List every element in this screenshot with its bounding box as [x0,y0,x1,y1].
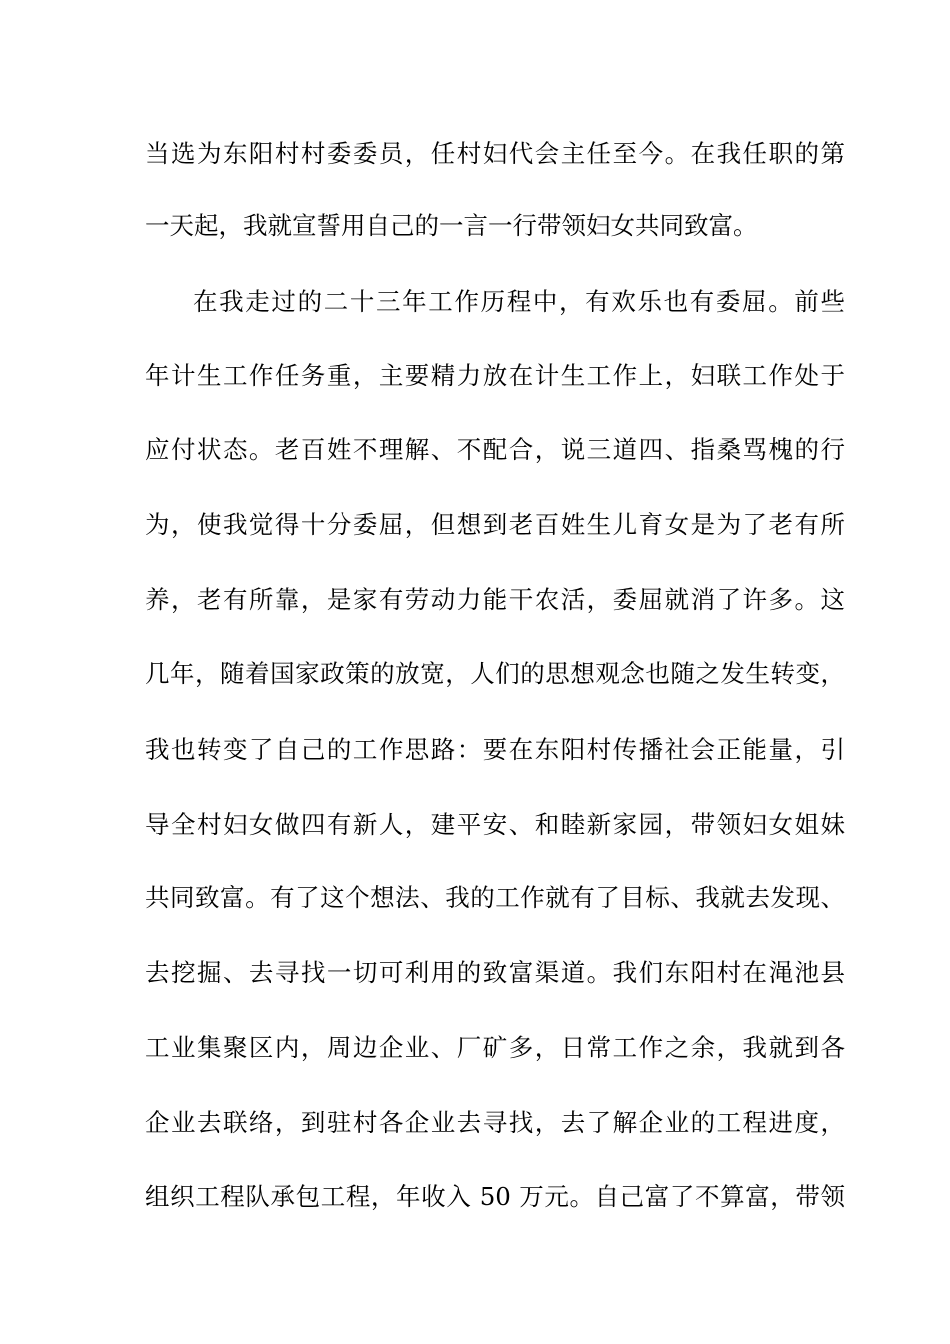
text-line-7: 养，老有所靠，是家有劳动力能干农活，委屈就消了许多。这 [145,585,845,614]
text-line-6: 为，使我觉得十分委屈，但想到老百姓生儿育女是为了老有所 [145,510,845,539]
text-line-14: 企业去联络，到驻村各企业去寻找，去了解企业的工程进度， [145,1108,845,1137]
text-line-4: 年计生工作任务重，主要精力放在计生工作上，妇联工作处于 [145,361,845,390]
text-line-5: 应付状态。老百姓不理解、不配合，说三道四、指桑骂槐的行 [145,435,845,464]
text-line-13: 工业集聚区内，周边企业、厂矿多，日常工作之余，我就到各 [145,1033,845,1062]
text-line-1: 当选为东阳村村委委员，任村妇代会主任至今。在我任职的第 [145,139,845,168]
text-line-3: 在我走过的二十三年工作历程中，有欢乐也有委屈。前些 [193,287,845,316]
text-line-8: 几年，随着国家政策的放宽，人们的思想观念也随之发生转变， [145,659,845,688]
text-line-12: 去挖掘、去寻找一切可利用的致富渠道。我们东阳村在渑池县 [145,958,845,987]
text-line-11: 共同致富。有了这个想法、我的工作就有了目标、我就去发现、 [145,883,845,912]
text-line-2: 一天起，我就宣誓用自己的一言一行带领妇女共同致富。 [145,211,758,240]
text-line-9: 我也转变了自己的工作思路：要在东阳村传播社会正能量，引 [145,735,845,764]
text-line-15: 组织工程队承包工程，年收入 50 万元。自己富了不算富，带领 [145,1182,845,1211]
text-line-10: 导全村妇女做四有新人，建平安、和睦新家园，带领妇女姐妹 [145,810,845,839]
